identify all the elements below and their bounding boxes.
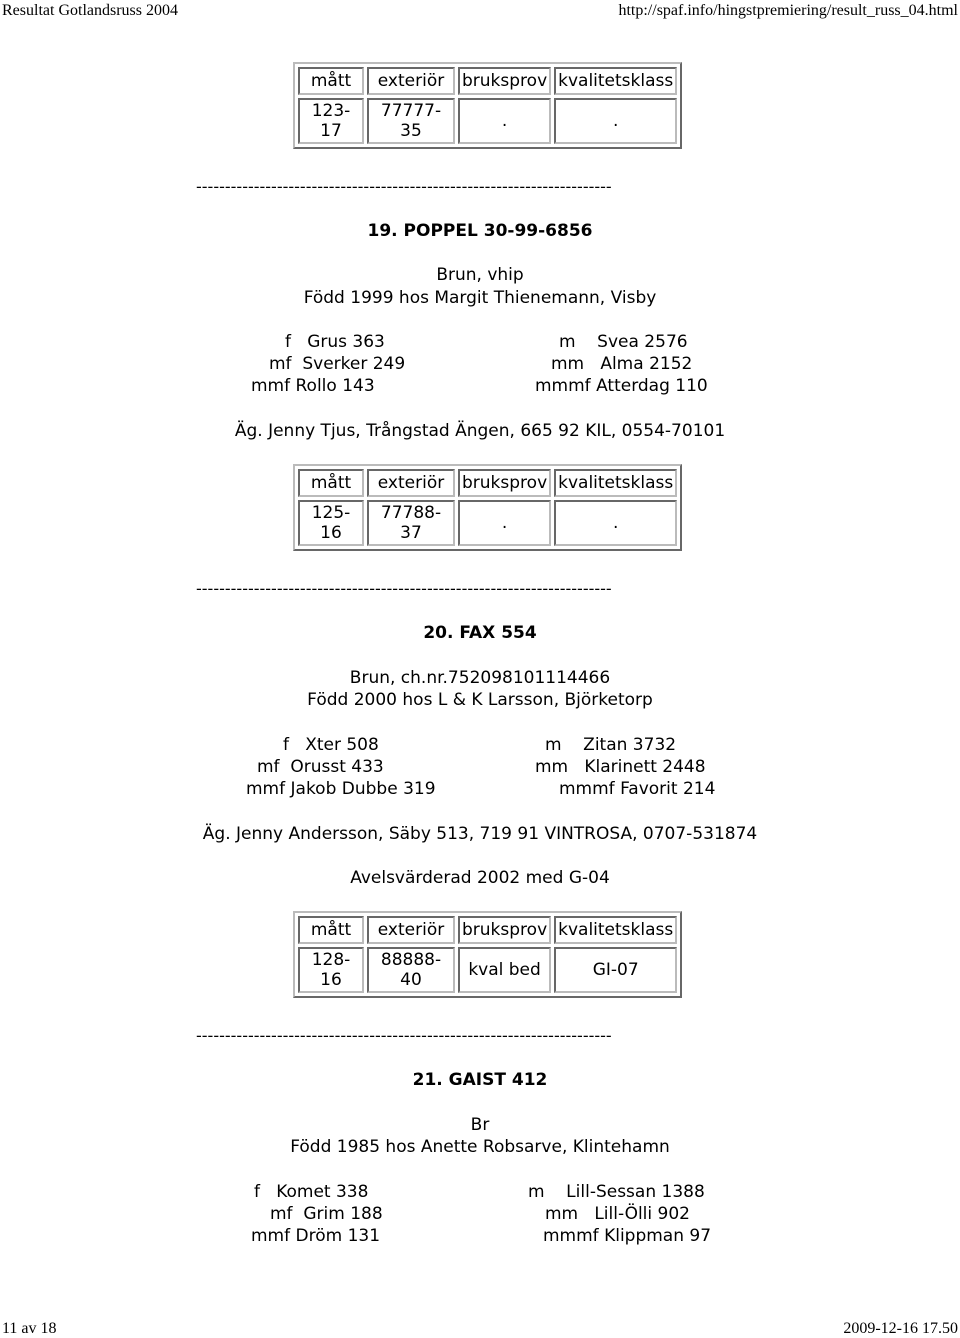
- pedigree-mmf: mmf Rollo 143: [251, 376, 375, 396]
- cell-bruksprov: .: [458, 500, 551, 546]
- result-table-row: [298, 500, 677, 546]
- result-table: [293, 464, 682, 551]
- separator: ------------------------------------------------------------------------: [196, 177, 612, 196]
- header-bruksprov: bruksprov: [458, 67, 551, 95]
- header-matt: mått: [298, 916, 364, 944]
- header-exterior: exteriör: [367, 916, 455, 944]
- cell-exterior: 77777-35: [367, 98, 455, 144]
- entry-evaluation: Avelsvärderad 2002 med G-04: [350, 868, 610, 888]
- entry-born: Född 1985 hos Anette Robsarve, Klintehamn: [290, 1137, 670, 1157]
- pedigree-f: f Xter 508: [283, 735, 379, 755]
- cell-kvalitetsklass: .: [554, 98, 677, 144]
- pedigree-m: m Lill-Sessan 1388: [528, 1182, 705, 1202]
- entry-title: 20. FAX 554: [423, 623, 537, 643]
- pedigree-m: m Zitan 3732: [545, 735, 677, 755]
- header-matt: mått: [298, 469, 364, 497]
- result-table: [293, 911, 682, 998]
- print-footer-page: 11 av 18: [2, 1320, 57, 1337]
- header-exterior: exteriör: [367, 67, 455, 95]
- pedigree-mf: mf Orusst 433: [257, 757, 384, 777]
- header-kvalitetsklass: kvalitetsklass: [554, 916, 677, 944]
- print-header-title: Resultat Gotlandsruss 2004: [2, 2, 178, 19]
- entry-color: Br: [470, 1115, 490, 1135]
- header-bruksprov: bruksprov: [458, 469, 551, 497]
- entry-title: 21. GAIST 412: [412, 1070, 548, 1090]
- result-table-row: [298, 947, 677, 993]
- cell-bruksprov: .: [458, 98, 551, 144]
- result-table-header-row: [298, 916, 677, 944]
- pedigree-mm: mm Klarinett 2448: [535, 757, 706, 777]
- cell-kvalitetsklass: GI-07: [554, 947, 677, 993]
- separator: ------------------------------------------------------------------------: [196, 1026, 612, 1045]
- pedigree-mmf: mmf Dröm 131: [251, 1226, 381, 1246]
- cell-bruksprov: kval bed: [458, 947, 551, 993]
- pedigree-f: f Grus 363: [285, 332, 385, 352]
- entry-color: Brun, ch.nr.752098101114466: [349, 668, 611, 688]
- cell-matt: 125-16: [298, 500, 364, 546]
- cell-exterior: 88888-40: [367, 947, 455, 993]
- result-table-prev: [293, 62, 682, 149]
- header-bruksprov: bruksprov: [458, 916, 551, 944]
- print-footer-datetime: 2009-12-16 17.50: [843, 1320, 958, 1337]
- entry-color: Brun, vhip: [436, 265, 524, 285]
- cell-matt: 123-17: [298, 98, 364, 144]
- entry-title: 19. POPPEL 30-99-6856: [367, 221, 593, 241]
- header-kvalitetsklass: kvalitetsklass: [554, 469, 677, 497]
- result-table-header-row: [298, 67, 677, 95]
- header-exterior: exteriör: [367, 469, 455, 497]
- entry-owner: Äg. Jenny Tjus, Trångstad Ängen, 665 92 KIL, 0554-70101: [234, 421, 726, 441]
- pedigree-m: m Svea 2576: [559, 332, 688, 352]
- pedigree-mmmf: mmmf Favorit 214: [559, 779, 716, 799]
- entry-born: Född 1999 hos Margit Thienemann, Visby: [303, 288, 657, 308]
- result-table-row: [298, 98, 677, 144]
- pedigree-mf: mf Grim 188: [270, 1204, 383, 1224]
- pedigree-mm: mm Alma 2152: [551, 354, 693, 374]
- result-table-header-row: [298, 469, 677, 497]
- cell-kvalitetsklass: .: [554, 500, 677, 546]
- pedigree-mm: mm Lill-Ölli 902: [545, 1204, 690, 1224]
- separator: ------------------------------------------------------------------------: [196, 579, 612, 598]
- pedigree-mf: mf Sverker 249: [269, 354, 406, 374]
- pedigree-mmf: mmf Jakob Dubbe 319: [246, 779, 436, 799]
- cell-matt: 128-16: [298, 947, 364, 993]
- header-kvalitetsklass: kvalitetsklass: [554, 67, 677, 95]
- header-matt: mått: [298, 67, 364, 95]
- pedigree-mmmf: mmmf Atterdag 110: [535, 376, 708, 396]
- entry-owner: Äg. Jenny Andersson, Säby 513, 719 91 VINTROSA, 0707-531874: [202, 824, 758, 844]
- pedigree-f: f Komet 338: [254, 1182, 369, 1202]
- pedigree-mmmf: mmmf Klippman 97: [543, 1226, 712, 1246]
- cell-exterior: 77788-37: [367, 500, 455, 546]
- entry-born: Född 2000 hos L & K Larsson, Björketorp: [307, 690, 653, 710]
- print-header-url: http://spaf.info/hingstpremiering/result_russ_04.html: [618, 2, 958, 19]
